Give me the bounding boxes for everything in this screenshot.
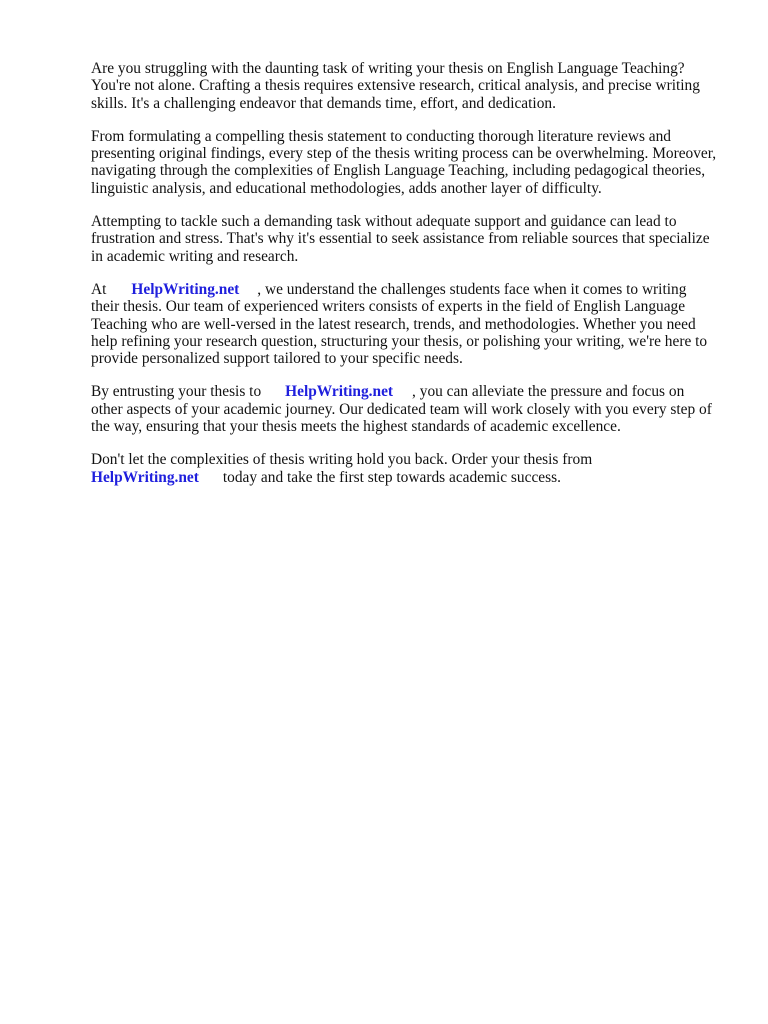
text-line: navigating through the complexities of English Language Teaching, including pedagogical theories,: [91, 162, 706, 180]
text-segment: At: [91, 280, 107, 298]
text-line: linguistic analysis, and educational methodologies, adds another layer of difficulty.: [91, 179, 602, 197]
text-line: Teaching who are well-versed in the latest research, trends, and methodologies. Whether you need: [91, 315, 696, 333]
paragraph-entrust: [91, 383, 731, 435]
text-line: [91, 383, 731, 400]
helpwriting-link[interactable]: HelpWriting.net: [131, 280, 240, 298]
paragraph-support: [91, 213, 731, 265]
paragraph-about: [91, 281, 731, 367]
helpwriting-link[interactable]: HelpWriting.net: [91, 468, 199, 486]
text-segment: today and take the first step towards academic success.: [222, 468, 561, 486]
text-line: other aspects of your academic journey. Our dedicated team will work closely with you every step of: [91, 400, 712, 418]
text-line: in academic writing and research.: [91, 247, 299, 265]
paragraph-order: [91, 451, 731, 486]
text-line: Are you struggling with the daunting task of writing your thesis on English Language Teaching?: [91, 60, 685, 77]
text-segment: , you can alleviate the pressure and focus on: [412, 383, 685, 401]
document-page: [91, 60, 731, 502]
text-line: frustration and stress. That's why it's essential to seek assistance from reliable sources that specialize: [91, 230, 710, 248]
paragraph-intro: [91, 60, 731, 112]
paragraph-challenges: [91, 128, 731, 197]
text-line: From formulating a compelling thesis statement to conducting thorough literature reviews and: [91, 127, 672, 145]
text-line: provide personalized support tailored to your specific needs.: [91, 350, 463, 368]
text-line: presenting original findings, every step of the thesis writing process can be overwhelming. Moreover,: [91, 145, 717, 163]
text-line: the way, ensuring that your thesis meets the highest standards of academic excellence.: [91, 418, 621, 436]
helpwriting-link[interactable]: HelpWriting.net: [285, 383, 394, 401]
text-line: skills. It's a challenging endeavor that demands time, effort, and dedication.: [91, 94, 556, 112]
text-segment: By entrusting your thesis to: [91, 383, 262, 401]
text-line: their thesis. Our team of experienced writers consists of experts in the field of English Language: [91, 298, 686, 316]
text-line: Attempting to tackle such a demanding task without adequate support and guidance can lead to: [91, 213, 677, 231]
text-line: [91, 469, 731, 486]
text-segment: , we understand the challenges students face when it comes to writing: [257, 280, 687, 298]
text-line: [91, 281, 731, 298]
text-line: Don't let the complexities of thesis writing hold you back. Order your thesis from: [91, 451, 593, 469]
text-line: help refining your research question, structuring your thesis, or polishing your writing, we're here to: [91, 332, 708, 350]
text-line: You're not alone. Crafting a thesis requires extensive research, critical analysis, and precise writing: [91, 77, 700, 95]
